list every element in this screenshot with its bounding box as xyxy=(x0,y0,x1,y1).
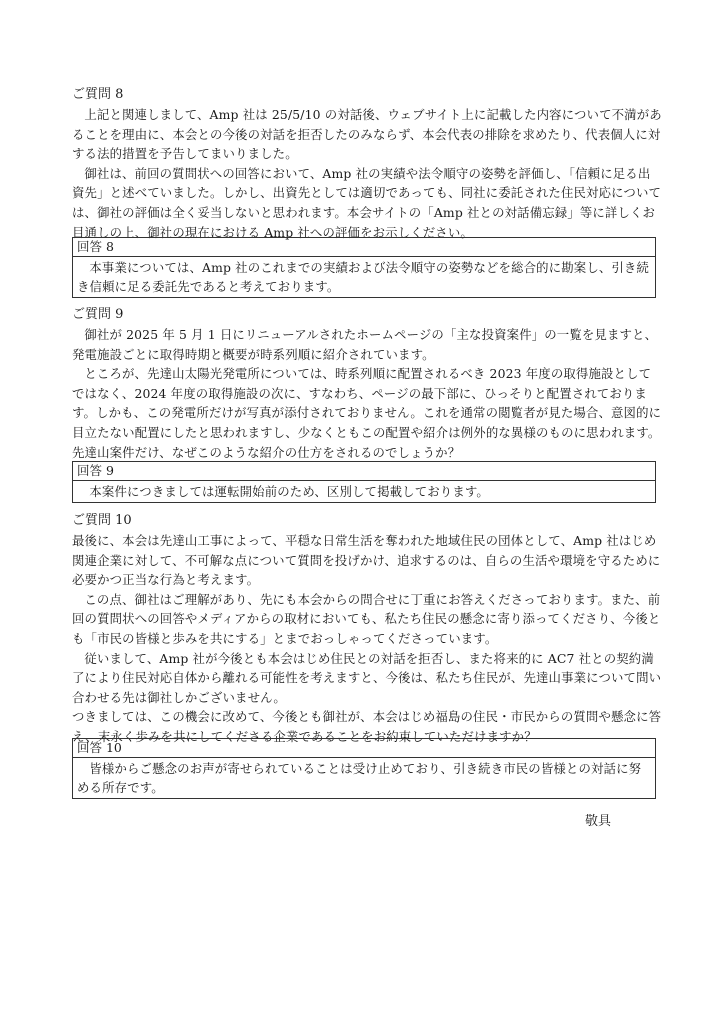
question-10 xyxy=(72,512,662,747)
question-8 xyxy=(72,86,662,242)
question-9-title: ご質問 9 xyxy=(72,307,124,322)
question-8-paragraph: 上記と関連しまして、Amp 社は 25/5/10 の対話後、ウェブサイト上に記載した内容について不満があることを理由に、本会との今後の対話を拒否したのみならず、本会代表の排除を求めたり、代表個人に対する法的措置を予告してまいりました。 xyxy=(72,107,662,162)
answer-10-body: 皆様からご懸念のお声が寄せられていることは受け止めており、引き続き市民の皆様との対話に努める所存です。 xyxy=(77,761,642,795)
answer-9-title: 回答 9 xyxy=(73,462,655,481)
question-9 xyxy=(72,306,662,462)
closing-remark: 敬具 xyxy=(585,814,612,829)
question-8-paragraph: 御社は、前回の質問状への回答において、Amp 社の実績や法令順守の姿勢を評価し、「信頼に足る出資先」と述べていました。しかし、出資先としては適切であっても、同社に委託された住民対応については、御社の評価は全く妥当しないと思われます。本会サイトの「Amp 社との対話備忘録」等に詳しくお目通しの上、御社の現在における Amp 社への評価をお示しください。 xyxy=(72,165,662,240)
question-10-paragraph: この点、御社はご理解があり、先にも本会からの問合せに丁重にお答えくださっております。また、前回の質問状への回答やメディアからの取材においても、私たち住民の懸念に寄り添ってくださり、今後とも「市民の皆様と歩みを共にする」とまでおっしゃってくださっています。 xyxy=(72,591,661,646)
answer-10-box xyxy=(72,738,656,799)
question-8-title: ご質問 8 xyxy=(72,87,124,102)
question-10-paragraph: 最後に、本会は先達山工事によって、平穏な日常生活を奪われた地域住民の団体として、Amp 社はじめ関連企業に対して、不可解な点について質問を投げかけ、追求するのは、自らの生活や環境を守るために必要かつ正当な行為と考えます。 xyxy=(72,533,661,588)
answer-8-title: 回答 8 xyxy=(73,238,655,257)
answer-9-box xyxy=(72,461,656,503)
question-9-paragraph: 御社が 2025 年 5 月 1 日にリニューアルされたホームページの「主な投資案件」の一覧を見ますと、発電施設ごとに取得時期と概要が時系列順に紹介されています。 xyxy=(72,327,658,362)
answer-8-body: 本事業については、Amp 社のこれまでの実績および法令順守の姿勢などを総合的に勘案し、引き続き信頼に足る委託先であると考えております。 xyxy=(77,260,650,294)
question-9-paragraph: ところが、先達山太陽光発電所については、時系列順に配置されるべき 2023 年度の取得施設としてではなく、2024 年度の取得施設の次に、すなわち、ページの最下部に、ひっそりと配置されております。しかも、この発電所だけが写真が添付されておりません。これを通常の閲覧者が見た場合、意図的に目立たない配置にしたと思われますし、少なくともこの配置や紹介は例外的な異様のものに思われます。先達山案件だけ、なぜこのような紹介の仕方をされるのでしょうか？ xyxy=(72,366,662,460)
answer-10-title: 回答 10 xyxy=(73,739,655,758)
question-10-paragraph: 従いまして、Amp 社が今後とも本会はじめ住民との対話を拒否し、また将来的に AC7 社との契約満了により住民対応自体から離れる可能性を考えますと、今後は、私たち住民が、先達山事業について問い合わせる先は御社しかございません。 xyxy=(72,650,662,705)
question-10-paragraph: つきましては、この機会に改めて、今後とも御社が、本会はじめ福島の住民・市民からの質問や懸念に答え、末永く歩みを共にしてくださる企業であることをお約束していただけますか？ xyxy=(72,709,662,744)
answer-8-box xyxy=(72,237,656,298)
answer-9-body: 本案件につきましては運転開始前のため、区別して掲載しております。 xyxy=(89,484,489,499)
question-10-title: ご質問 10 xyxy=(72,513,132,528)
